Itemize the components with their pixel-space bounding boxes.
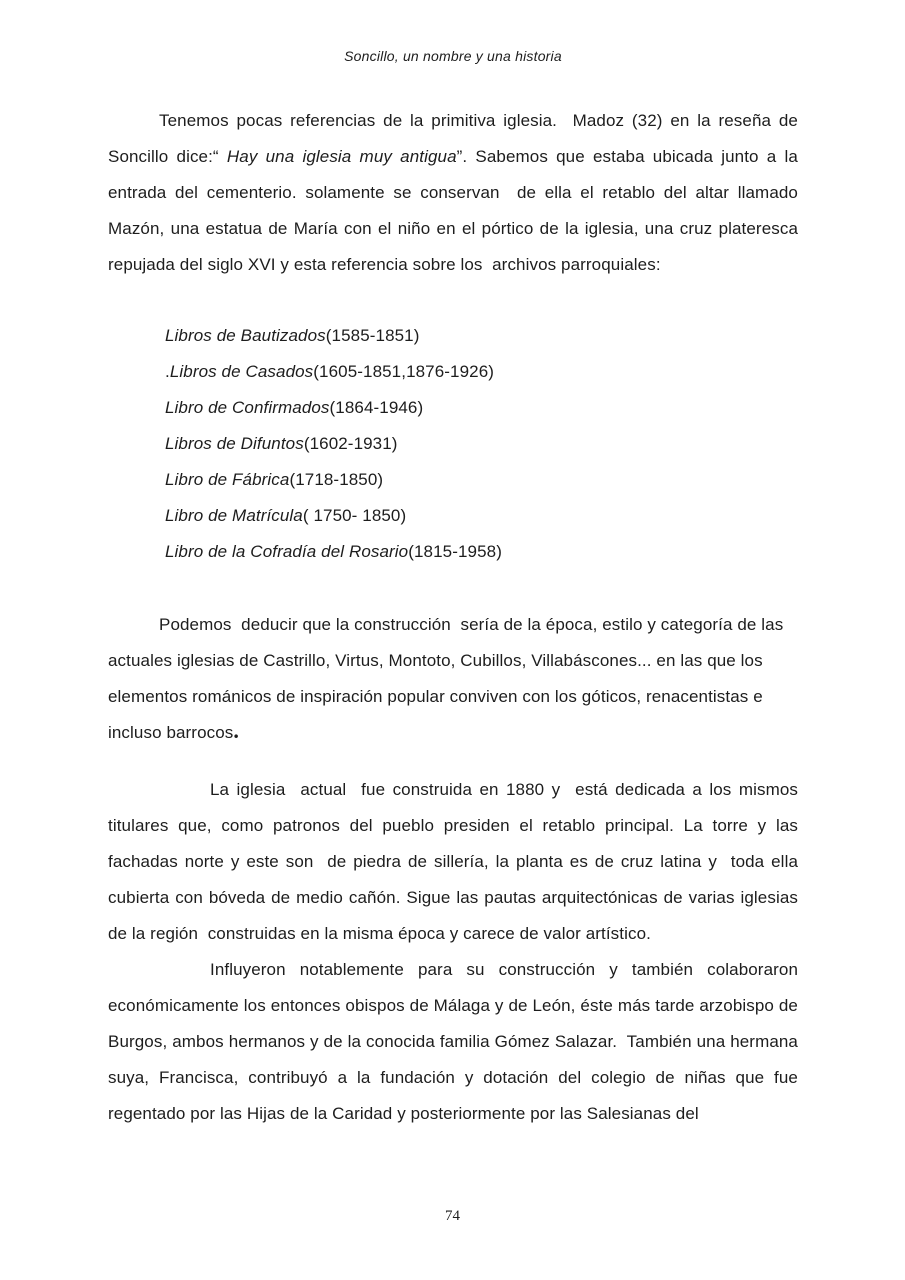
paragraph-text-segment: Influyeron notablemente para su construcción y también colaboraron económicamente los entonces obispos de Málaga y de León, éste más tarde arzobispo de Burgos, ambos hermanos y de la conocida familia Gómez Salazar. También una hermana suya, Francisca, contribuyó a la fundación y dotación del colegio de niñas que fue regentado por las Hijas de la Caridad y posteriormente por las Salesianas del — [108, 960, 798, 1123]
book-dates: ( 1750- 1850) — [302, 506, 407, 525]
parish-books-list — [165, 318, 798, 570]
book-title: Libro de Fábrica — [165, 470, 290, 489]
book-entry-difuntos — [165, 426, 798, 462]
book-dates: (1602-1931) — [303, 434, 398, 453]
paragraph-construction-epoch — [108, 607, 798, 762]
book-entry-bautizados — [165, 318, 798, 354]
book-title: Libros de Casados — [169, 362, 314, 381]
book-entry-fabrica — [165, 462, 798, 498]
paragraph-text-segment: ”. Sabemos que estaba ubicada junto a la entrada del cementerio. solamente se conservan de ella el retablo del altar llamado Mazón, una estatua de María con el niño en el pórtico de la iglesia, una cruz plateresca repujada del siglo XVI y esta referencia sobre los archivos parroquiales: — [108, 147, 798, 274]
book-prefix: . — [165, 362, 170, 381]
paragraph-text-segment: Tenemos pocas referencias de la primitiva iglesia. Madoz (32) en la reseña de Soncillo dice:“ — [108, 111, 798, 166]
book-dates: (1585-1851) — [325, 326, 420, 345]
book-dates: (1605-1851,1876-1926) — [313, 362, 495, 381]
book-title: Libros de Bautizados — [165, 326, 326, 345]
paragraph-benefactors — [108, 952, 798, 1132]
book-dates: (1718-1850) — [289, 470, 384, 489]
running-header-title: Soncillo, un nombre y una historia — [344, 48, 562, 64]
paragraph-current-church — [108, 772, 798, 952]
paragraph-text-segment: Podemos deducir que la construcción sería de la época, estilo y categoría de las actuales iglesias de Castrillo, Virtus, Montoto, Cubillos, Villabáscones... en las que los elementos románicos de inspiración popular conviven con los góticos, renacentistas e incluso barrocos — [108, 615, 784, 742]
book-entry-confirmados — [165, 390, 798, 426]
book-entry-cofradia-rosario — [165, 534, 798, 570]
book-title: Libro de Confirmados — [165, 398, 330, 417]
book-dates: (1864-1946) — [329, 398, 424, 417]
oversized-period: . — [233, 718, 240, 743]
book-title: Libros de Difuntos — [165, 434, 304, 453]
paragraph-text-segment: La iglesia actual fue construida en 1880 y está dedicada a los mismos titulares que, como patronos del pueblo presiden el retablo principal. La torre y las fachadas norte y este son de piedra de sillería, la planta es de cruz latina y toda ella cubierta con bóveda de medio cañón. Sigue las pautas arquitectónicas de varias iglesias de la región construidas en la misma época y carece de valor artístico. — [108, 780, 798, 943]
quoted-italic-phrase: Hay una iglesia muy antigua — [226, 147, 457, 166]
book-dates: (1815-1958) — [408, 542, 502, 561]
book-entry-casados — [165, 354, 798, 390]
book-entry-matricula — [165, 498, 798, 534]
book-title: Libro de Matrícula — [165, 506, 303, 525]
page-number: 74 — [445, 1208, 460, 1224]
paragraph-primitive-church — [108, 103, 798, 283]
book-title: Libro de la Cofradía del Rosario — [165, 542, 409, 561]
